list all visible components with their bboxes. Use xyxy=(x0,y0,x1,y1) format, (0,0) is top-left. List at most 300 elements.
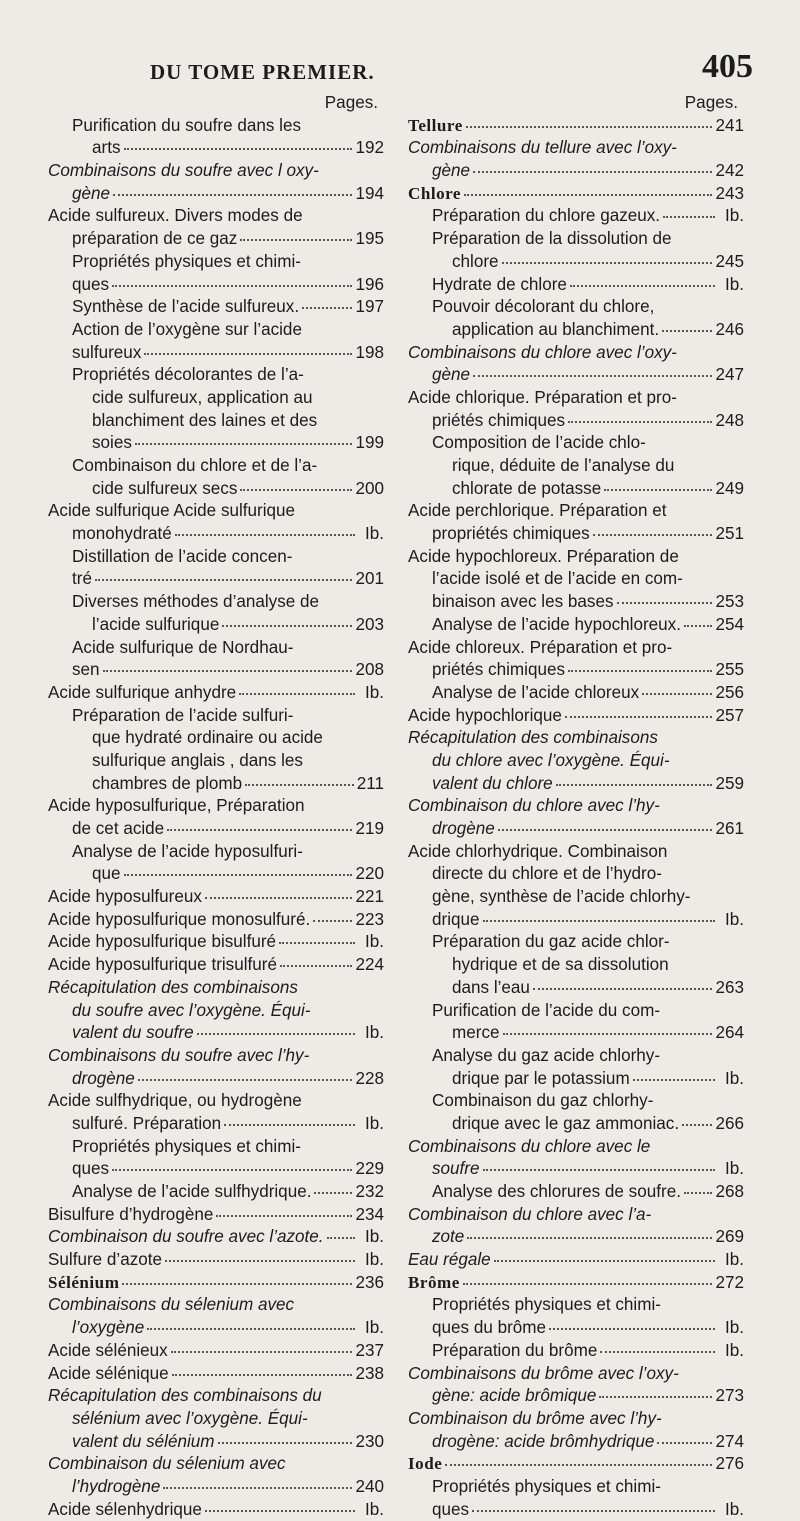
toc-entry-line xyxy=(48,342,384,365)
dot-leader xyxy=(642,692,712,695)
toc-entry-line xyxy=(408,274,744,297)
toc-page-number: 237 xyxy=(355,1340,384,1360)
dot-leader xyxy=(483,1168,715,1171)
toc-page-number: Ib. xyxy=(364,1227,384,1247)
toc-entry-line xyxy=(48,364,384,387)
toc-entry-text: Synthèse de l’acide sulfureux. xyxy=(72,297,300,317)
toc-entry-line xyxy=(408,1068,744,1091)
toc-entry-text: Préparation du gaz acide chlor- xyxy=(432,932,670,952)
dot-leader xyxy=(565,715,713,718)
toc-entry-text: Acide hyposulfureux xyxy=(48,887,202,907)
toc-entry-text: Analyse du gaz acide chlorhy- xyxy=(432,1045,661,1065)
toc-entry-text: Acide chlorique. Préparation et pro- xyxy=(408,387,677,407)
toc-page-number: 273 xyxy=(715,1386,744,1406)
dot-leader xyxy=(445,1463,712,1466)
toc-entry-line xyxy=(48,591,384,614)
toc-entry-line xyxy=(408,818,744,841)
page-header xyxy=(0,48,800,98)
toc-entry-text: Acide hypochlorique xyxy=(408,705,562,725)
toc-entry-text: Propriétés physiques et chimi- xyxy=(72,1136,301,1156)
toc-entry-text: Récapitulation des combinaisons du xyxy=(48,1386,322,1406)
toc-entry-text: Purification de l’acide du com- xyxy=(432,1000,661,1020)
toc-entry-line xyxy=(408,1408,744,1431)
toc-entry-line xyxy=(48,1363,384,1386)
toc-entry-line xyxy=(48,160,384,183)
toc-entry-line xyxy=(408,1226,744,1249)
dot-leader xyxy=(138,1078,353,1081)
toc-entry-text: priétés chimiques xyxy=(432,410,566,430)
toc-page-number: 261 xyxy=(715,819,744,838)
toc-entry-line xyxy=(48,1294,384,1317)
toc-entry-text: chambres de plomb xyxy=(92,773,243,793)
toc-entry-text: Combinaison du brôme avec l’hy- xyxy=(408,1408,662,1428)
toc-entry-text: Analyse des chlorures de soufre. xyxy=(432,1182,681,1201)
toc-page-number: 224 xyxy=(355,955,384,975)
toc-entry-line xyxy=(48,1181,384,1204)
toc-page-number: 257 xyxy=(715,705,744,725)
dot-leader xyxy=(467,1236,712,1239)
toc-page-number: Ib. xyxy=(364,1250,384,1270)
toc-entry-text: Combinaisons du chlore avec le xyxy=(408,1136,651,1156)
toc-entry-line xyxy=(408,977,744,1000)
toc-entry-text: sulfuré. Préparation xyxy=(72,1113,222,1133)
toc-entry-line xyxy=(48,432,384,455)
pages-heading xyxy=(408,92,744,115)
toc-page-number: 259 xyxy=(715,773,744,793)
toc-entry-text: propriétés chimiques xyxy=(432,524,590,544)
toc-entry-line xyxy=(408,1453,744,1476)
toc-entry-text: Préparation du chlore gazeux. xyxy=(432,206,661,226)
toc-page-number: 232 xyxy=(355,1182,384,1201)
toc-entry-text: Préparation de la dissolution de xyxy=(432,229,672,249)
toc-entry-line xyxy=(48,863,384,886)
toc-page-number: 241 xyxy=(715,115,744,135)
dot-leader xyxy=(570,284,715,287)
toc-entry-text: l’acide isolé et de l’acide en com- xyxy=(432,569,683,589)
toc-entry-text: tré xyxy=(72,569,92,589)
dot-leader xyxy=(144,352,352,355)
toc-page-number: 256 xyxy=(715,682,744,702)
dot-leader xyxy=(165,1259,355,1262)
toc-entry-line xyxy=(48,727,384,750)
toc-entry-text: l’oxygène xyxy=(72,1318,145,1338)
toc-entry-line xyxy=(48,1136,384,1159)
toc-entry-line xyxy=(48,1022,384,1045)
toc-entry-line xyxy=(48,705,384,728)
toc-entry-text: Bisulfure d’hydrogène xyxy=(48,1204,214,1224)
toc-page-number: 223 xyxy=(355,909,384,929)
toc-entry-line xyxy=(408,909,744,932)
toc-entry-line xyxy=(408,1045,744,1068)
toc-entry-line xyxy=(48,1204,384,1227)
toc-entry-line xyxy=(48,1113,384,1136)
toc-entry-line xyxy=(408,1136,744,1159)
dot-leader xyxy=(600,1350,715,1353)
dot-leader xyxy=(112,1168,352,1171)
toc-entry-text: Sélénium xyxy=(48,1272,120,1292)
toc-entry-text: que xyxy=(92,864,121,884)
toc-entry-text: l’acide sulfurique xyxy=(92,614,220,634)
toc-entry-line xyxy=(408,410,744,433)
toc-page-number: 238 xyxy=(355,1363,384,1383)
dot-leader xyxy=(473,170,712,173)
toc-entry-text: Iode xyxy=(408,1454,443,1474)
pages-heading xyxy=(48,92,384,115)
toc-entry-line xyxy=(408,1340,744,1363)
toc-entry-text: Combinaisons du sélenium avec xyxy=(48,1295,295,1315)
toc-entry-text: Propriétés physiques et chimi- xyxy=(432,1476,661,1496)
toc-page-number: 264 xyxy=(715,1023,744,1043)
toc-entry-text: Combinaisons du chlore avec l’oxy- xyxy=(408,342,677,362)
toc-entry-text: Sulfure d’azote xyxy=(48,1250,163,1270)
toc-entry-text: Acide sulfureux. Divers modes de xyxy=(48,206,303,226)
toc-entry-text: valent du soufre xyxy=(72,1023,194,1043)
toc-page-number: 195 xyxy=(355,229,384,249)
toc-page-number: Ib. xyxy=(364,932,384,952)
toc-entry-line xyxy=(48,841,384,864)
toc-entry-line xyxy=(408,1476,744,1499)
toc-entry-text: Analyse de l’acide hypochloreux. xyxy=(432,614,681,634)
dot-leader xyxy=(313,919,352,922)
toc-entry-text: sélénium avec l’oxygène. Équi- xyxy=(72,1408,308,1428)
toc-entry-line xyxy=(408,546,744,569)
toc-entry-text: Propriétés physiques et chimi- xyxy=(432,1295,661,1315)
toc-entry-text: soies xyxy=(92,433,132,453)
dot-leader xyxy=(245,783,354,786)
toc-page-number: 198 xyxy=(355,342,384,362)
dot-leader xyxy=(122,1282,352,1285)
toc-entry-text: application au blanchiment. xyxy=(452,319,660,339)
toc-page-number: Ib. xyxy=(724,1068,744,1088)
toc-entry-text: cide sulfureux, application au xyxy=(92,387,313,407)
dot-leader xyxy=(222,624,352,627)
toc-entry-text: sulfurique anglais , dans les xyxy=(92,750,303,770)
dot-leader xyxy=(472,1509,715,1512)
toc-entry-line xyxy=(48,228,384,251)
pages-heading-label: Pages. xyxy=(684,93,738,112)
toc-entry-text: Préparation du brôme xyxy=(432,1340,598,1360)
dot-leader xyxy=(568,669,712,672)
dot-leader xyxy=(549,1327,715,1330)
toc-page-number: 255 xyxy=(715,660,744,680)
toc-entry-line xyxy=(48,909,384,932)
toc-page-number: 234 xyxy=(355,1204,384,1224)
dot-leader xyxy=(113,193,352,196)
toc-entry-text: rique, déduite de l’analyse du xyxy=(452,456,675,475)
dot-leader xyxy=(279,941,355,944)
toc-page-number: 236 xyxy=(355,1272,384,1292)
toc-entry-text: Combinaison du chlore avec l’a- xyxy=(408,1204,652,1224)
toc-entry-text: hydrique et de sa dissolution xyxy=(452,955,669,975)
toc-entry-line xyxy=(48,682,384,705)
toc-entry-line xyxy=(48,977,384,1000)
toc-page-number: 230 xyxy=(355,1431,384,1451)
toc-entry-line xyxy=(48,115,384,138)
toc-entry-line xyxy=(48,568,384,591)
dot-leader xyxy=(175,533,355,536)
toc-entry-text: Chlore xyxy=(408,183,462,203)
dot-leader xyxy=(302,306,352,309)
toc-entry-text: Acide hyposulfurique monosulfuré. xyxy=(48,909,311,929)
toc-entry-line xyxy=(408,1385,744,1408)
toc-entry-text: Distillation de l’acide concen- xyxy=(72,546,293,566)
toc-entry-text: drogène: acide brômhydrique xyxy=(432,1431,655,1451)
dot-leader xyxy=(657,1441,712,1444)
toc-entry-line xyxy=(408,1158,744,1181)
toc-entry-line xyxy=(408,364,744,387)
toc-entry-text: drique par le potassium xyxy=(452,1068,630,1088)
toc-entry-line xyxy=(408,1317,744,1340)
toc-page-number: 268 xyxy=(715,1182,744,1201)
dot-leader xyxy=(684,624,713,627)
toc-entry-text: gène, synthèse de l’acide chlorhy- xyxy=(432,887,691,907)
toc-entry-line xyxy=(48,205,384,228)
toc-entry-line xyxy=(48,931,384,954)
toc-entry-line xyxy=(48,1045,384,1068)
toc-entry-line xyxy=(408,659,744,682)
toc-entry-text: ques xyxy=(72,1159,110,1179)
dot-leader xyxy=(494,1259,715,1262)
toc-entry-text: Acide sélénieux xyxy=(48,1340,168,1360)
toc-entry-line xyxy=(408,886,744,909)
dot-leader xyxy=(498,828,713,831)
toc-entry-text: Combinaisons du tellure avec l’oxy- xyxy=(408,138,677,158)
toc-column-left xyxy=(48,92,384,1521)
toc-entry-text: Acide chlorhydrique. Combinaison xyxy=(408,841,668,861)
toc-entry-text: Préparation de l’acide sulfuri- xyxy=(72,705,294,725)
toc-entry-text: soufre xyxy=(432,1159,480,1179)
toc-page-number: Ib. xyxy=(364,524,384,544)
toc-entry-line xyxy=(48,500,384,523)
toc-entry-line xyxy=(408,432,744,455)
toc-page-number: Ib. xyxy=(724,274,744,294)
toc-entry-text: Acide sélénique xyxy=(48,1363,169,1383)
toc-entry-text: Acide hypochloreux. Préparation de xyxy=(408,546,679,566)
toc-entry-line xyxy=(48,478,384,501)
toc-entry-line xyxy=(408,637,744,660)
toc-entry-text: Combinaisons du brôme avec l’oxy- xyxy=(408,1363,679,1383)
toc-page-number: Ib. xyxy=(724,1499,744,1519)
toc-page-number: 240 xyxy=(355,1476,384,1496)
toc-page-number: 197 xyxy=(355,297,384,317)
toc-entry-text: Combinaison du chlore et de l’a- xyxy=(72,456,318,475)
toc-entry-line xyxy=(408,160,744,183)
toc-entry-line xyxy=(408,841,744,864)
toc-entry-text: ques xyxy=(432,1499,470,1519)
running-title: DU TOME PREMIER. xyxy=(150,60,375,84)
toc-page-number: 272 xyxy=(715,1272,744,1292)
toc-entry-line xyxy=(48,251,384,274)
toc-entry-line xyxy=(48,274,384,297)
toc-page-number: 228 xyxy=(355,1068,384,1088)
dot-leader xyxy=(556,783,713,786)
toc-entry-line xyxy=(48,1385,384,1408)
toc-entry-text: Action de l’oxygène sur l’acide xyxy=(72,319,302,339)
toc-entry-line xyxy=(408,591,744,614)
dot-leader xyxy=(205,1509,355,1512)
toc-entry-text: ques xyxy=(72,274,110,294)
toc-page-number: 266 xyxy=(715,1113,744,1133)
toc-entry-line xyxy=(48,1226,384,1249)
toc-page-number: 201 xyxy=(355,569,384,589)
toc-entry-line xyxy=(408,387,744,410)
toc-entry-text: chlorate de potasse xyxy=(452,478,602,498)
toc-entry-line xyxy=(48,387,384,410)
toc-entry-line xyxy=(408,1022,744,1045)
toc-entry-text: Acide chloreux. Préparation et pro- xyxy=(408,637,673,657)
toc-entry-line xyxy=(408,705,744,728)
toc-page-number: 242 xyxy=(715,161,744,181)
toc-page-number: 220 xyxy=(355,864,384,884)
toc-entry-line xyxy=(408,523,744,546)
toc-entry-text: chlore xyxy=(452,251,499,271)
toc-entry-text: Acide sulfurique Acide sulfurique xyxy=(48,501,296,521)
toc-entry-text: Analyse de l’acide sulfhydrique. xyxy=(72,1182,312,1201)
dot-leader xyxy=(216,1214,352,1217)
toc-entry-line xyxy=(48,1476,384,1499)
toc-page-number: Ib. xyxy=(724,1318,744,1338)
toc-entry-text: Analyse de l’acide hyposulfuri- xyxy=(72,841,303,861)
toc-entry-line xyxy=(48,637,384,660)
toc-entry-line xyxy=(408,251,744,274)
pages-heading-label: Pages. xyxy=(324,93,378,112)
toc-entry-line xyxy=(48,410,384,433)
toc-entry-line xyxy=(48,818,384,841)
toc-entry-line xyxy=(408,296,744,319)
toc-page-number: Ib. xyxy=(724,909,744,929)
toc-page-number: 248 xyxy=(715,410,744,430)
toc-entry-line xyxy=(48,1317,384,1340)
toc-entry-line xyxy=(408,954,744,977)
page-number: 405 xyxy=(702,48,753,85)
toc-page-number: Ib. xyxy=(364,1318,384,1338)
toc-page-number: 245 xyxy=(715,251,744,271)
toc-entry-text: dans l’eau xyxy=(452,977,530,997)
dot-leader xyxy=(224,1123,355,1126)
toc-entry-line xyxy=(408,773,744,796)
toc-entry-line xyxy=(48,319,384,342)
dot-leader xyxy=(663,215,715,218)
toc-entry-text: du chlore avec l’oxygène. Équi- xyxy=(432,750,670,770)
dot-leader xyxy=(239,692,355,695)
dot-leader xyxy=(124,873,353,876)
toc-entry-text: monohydraté xyxy=(72,524,172,544)
toc-entry-line xyxy=(408,614,744,637)
toc-entry-text: gène xyxy=(72,183,111,203)
toc-entry-line xyxy=(48,773,384,796)
toc-entry-text: Eau régale xyxy=(408,1250,491,1270)
toc-entry-line xyxy=(408,682,744,705)
toc-entry-line xyxy=(408,478,744,501)
toc-entry-line xyxy=(408,1499,744,1521)
dot-leader xyxy=(147,1327,355,1330)
toc-entry-line xyxy=(408,115,744,138)
toc-page-number: Ib. xyxy=(364,1023,384,1043)
toc-entry-line xyxy=(48,1408,384,1431)
toc-entry-text: zote xyxy=(432,1227,465,1247)
toc-entry-text: Acide perchlorique. Préparation et xyxy=(408,501,667,521)
dot-leader xyxy=(464,193,712,196)
toc-entry-line xyxy=(408,137,744,160)
toc-entry-line xyxy=(48,1068,384,1091)
toc-entry-line xyxy=(48,296,384,319)
toc-page-number: 249 xyxy=(715,478,744,498)
toc-entry-text: Acide hyposulfurique trisulfuré xyxy=(48,955,277,975)
toc-entry-text: Combinaison du sélenium avec xyxy=(48,1454,286,1474)
toc-entry-text: Récapitulation des combinaisons xyxy=(48,977,298,997)
toc-entry-line xyxy=(408,1363,744,1386)
toc-entry-line xyxy=(408,228,744,251)
dot-leader xyxy=(633,1078,715,1081)
toc-entry-line xyxy=(48,1090,384,1113)
toc-entry-text: blanchiment des laines et des xyxy=(92,410,318,430)
toc-entry-text: Combinaison du soufre avec l’azote. xyxy=(48,1227,324,1247)
dot-leader xyxy=(473,374,712,377)
dot-leader xyxy=(240,488,352,491)
toc-entry-line xyxy=(48,954,384,977)
toc-entry-text: drogène xyxy=(72,1068,135,1088)
toc-entry-text: arts xyxy=(92,138,121,158)
toc-entry-line xyxy=(48,546,384,569)
toc-page-number: Ib. xyxy=(724,206,744,226)
toc-page-number: Ib. xyxy=(724,1250,744,1270)
dot-leader xyxy=(95,578,353,581)
dot-leader xyxy=(135,442,353,445)
toc-entry-line xyxy=(48,183,384,206)
toc-entry-line xyxy=(408,1294,744,1317)
toc-entry-line xyxy=(48,1453,384,1476)
dot-leader xyxy=(240,238,352,241)
toc-entry-line xyxy=(408,727,744,750)
toc-page-number: Ib. xyxy=(364,682,384,702)
toc-page-number: 200 xyxy=(355,478,384,498)
toc-entry-text: drique xyxy=(432,909,480,929)
dot-leader xyxy=(503,1032,713,1035)
toc-entry-text: Brôme xyxy=(408,1272,460,1292)
toc-entry-text: Propriétés physiques et chimi- xyxy=(72,251,301,271)
toc-entry-line xyxy=(408,1249,744,1272)
toc-entry-line xyxy=(48,886,384,909)
toc-entry-text: priétés chimiques xyxy=(432,660,566,680)
dot-leader xyxy=(163,1486,352,1489)
toc-entry-text: Pouvoir décolorant du chlore, xyxy=(432,297,655,317)
toc-entry-text: Combinaisons du soufre avec l’hy- xyxy=(48,1045,310,1065)
dot-leader xyxy=(604,488,712,491)
toc-entry-text: Acide sulfurique de Nordhau- xyxy=(72,637,294,657)
dot-leader xyxy=(218,1441,353,1444)
toc-entry-text: valent du chlore xyxy=(432,773,553,793)
toc-entry-text: préparation de ce gaz xyxy=(72,229,238,249)
toc-entry-line xyxy=(408,1272,744,1295)
toc-page-number: 221 xyxy=(355,887,384,907)
toc-entry-line xyxy=(48,1340,384,1363)
dot-leader xyxy=(533,987,713,990)
dot-leader xyxy=(617,601,713,604)
dot-leader xyxy=(684,1191,713,1194)
toc-page-number: 196 xyxy=(355,274,384,294)
toc-entry-line xyxy=(48,659,384,682)
toc-entry-line xyxy=(408,568,744,591)
toc-entry-line xyxy=(408,795,744,818)
dot-leader xyxy=(171,1350,353,1353)
dot-leader xyxy=(124,147,353,150)
toc-entry-text: Hydrate de chlore xyxy=(432,274,567,294)
toc-entry-line xyxy=(48,137,384,160)
toc-entry-text: gène xyxy=(432,365,471,385)
dot-leader xyxy=(662,329,712,332)
toc-entry-line xyxy=(48,614,384,637)
toc-page-number: 243 xyxy=(715,183,744,203)
